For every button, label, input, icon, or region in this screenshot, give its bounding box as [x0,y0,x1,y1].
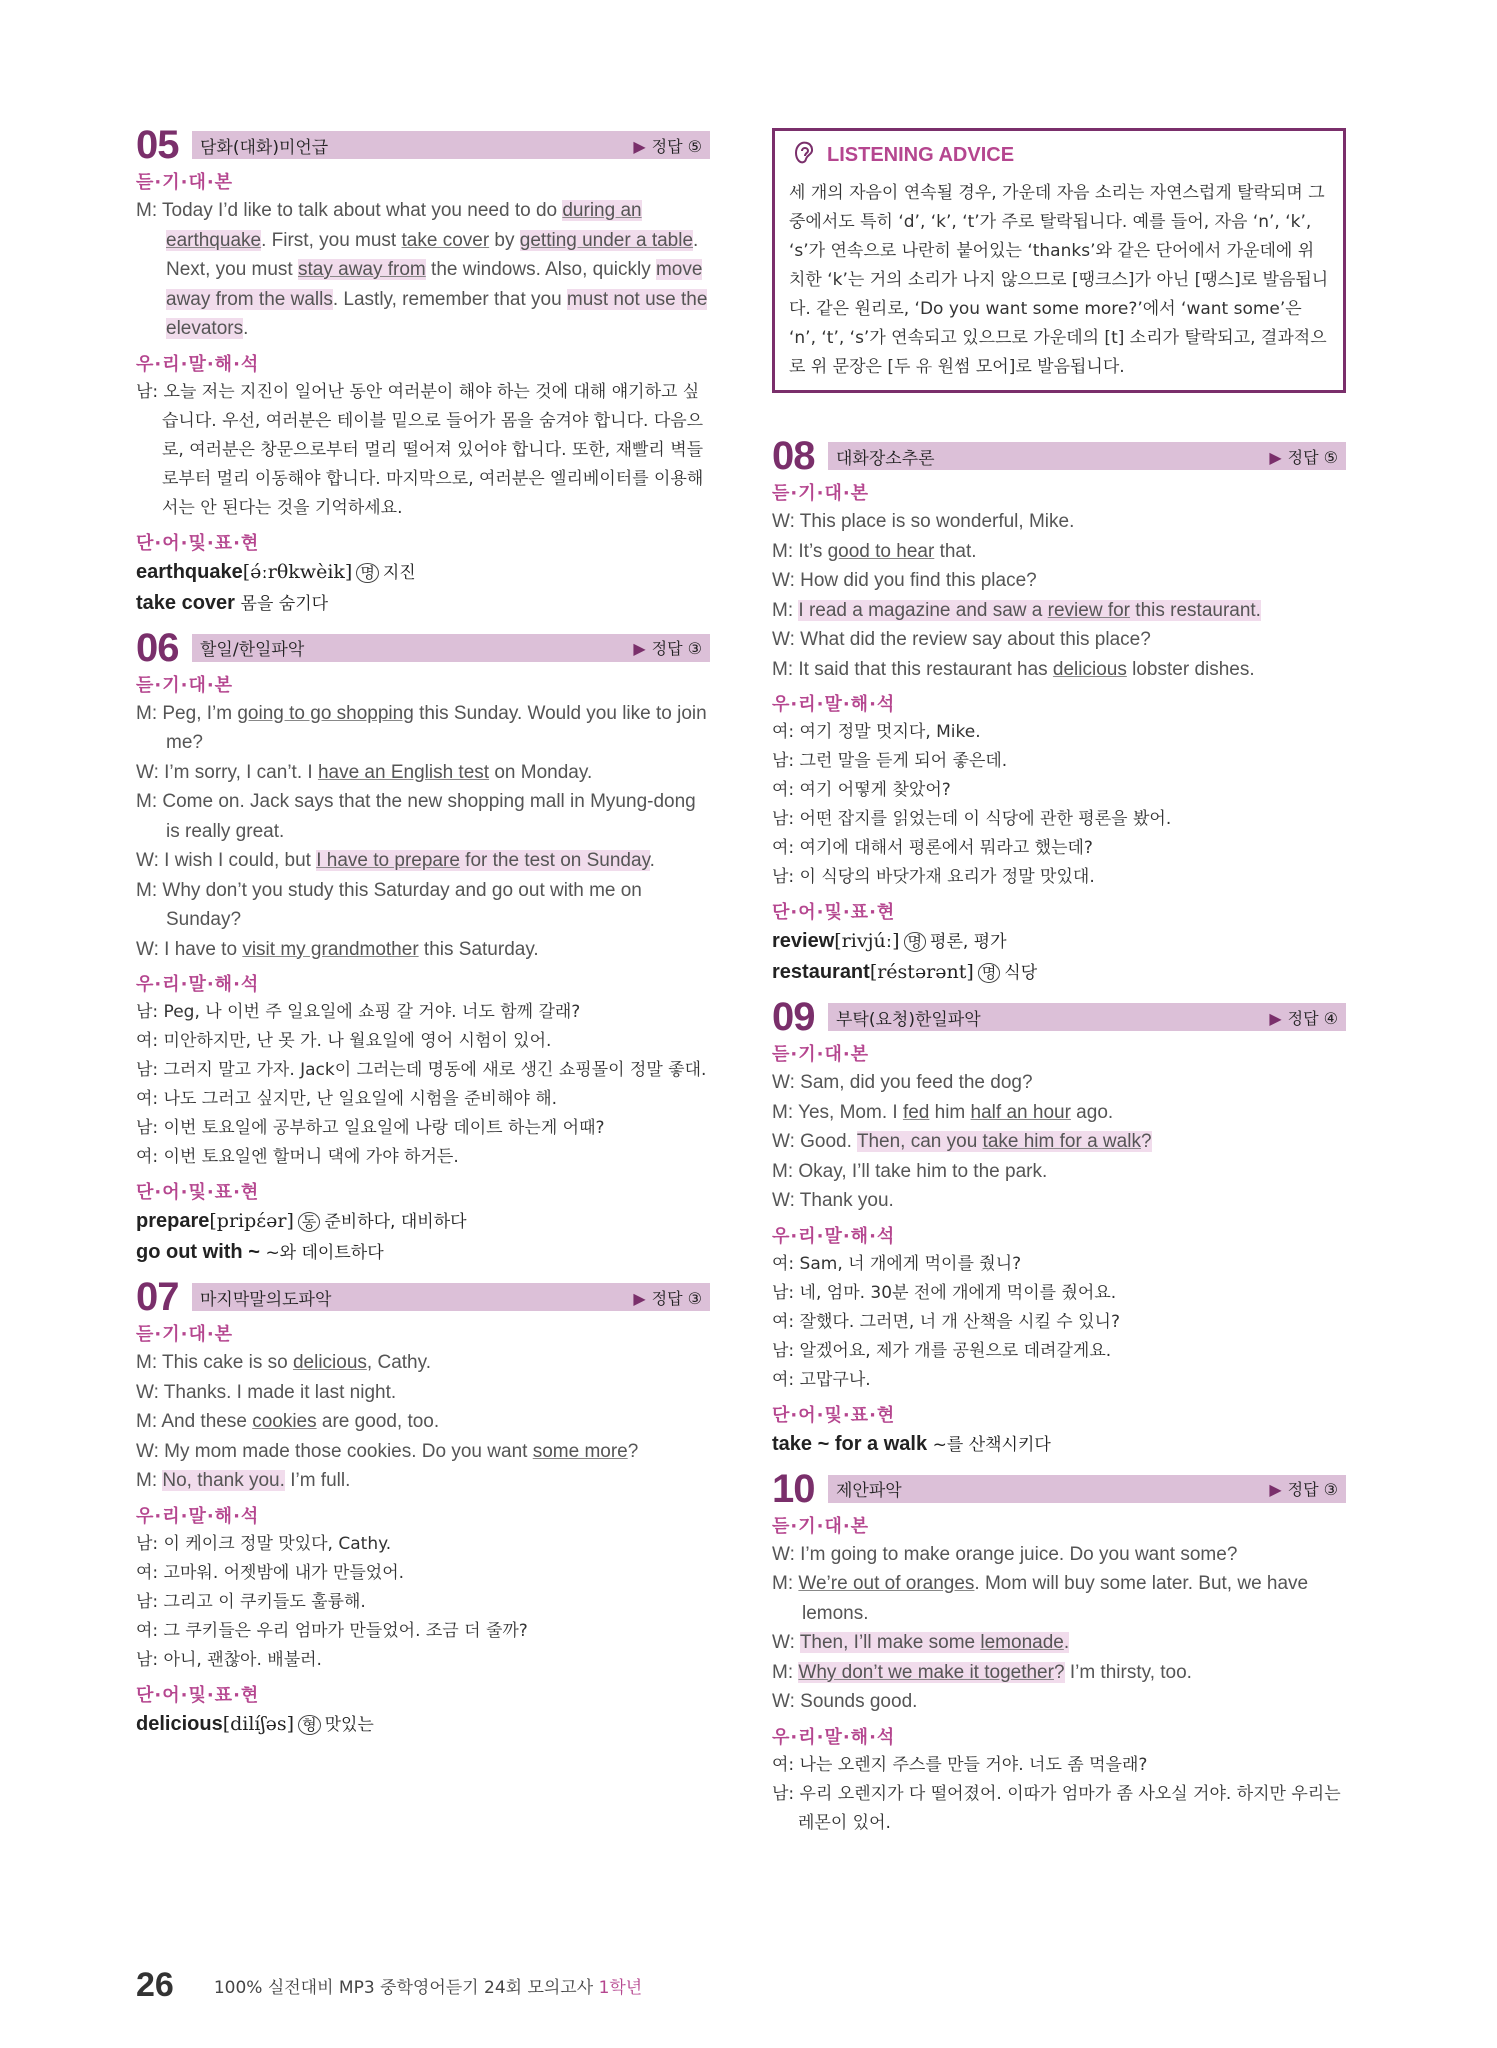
translation-line: 남: 그리고 이 쿠키들도 훌륭해. [136,1591,366,1612]
question-type-bar [828,442,1346,470]
translation-line: 남: 알겠어요, 제가 개를 공원으로 데려갈게요. [772,1340,1112,1361]
question-type: 대화장소추론 [836,448,935,469]
translation-line: 여: 여기에 대해서 평론에서 뭐라고 했는데? [772,838,1093,858]
script-heading: 듣·기·대·본 [772,1044,870,1065]
translation-line: 남: 그러지 말고 가자. Jack이 그러는데 명동에 새로 생긴 쇼핑몰이 정말 좋대. [136,1060,707,1080]
script-line: M: Today I’d like to talk about what you need to do during an earthquake. First, you must take cover by getting under a table. Next, you must stay away from the windows. Also, quickly move away from the walls. Lastly, remember that you must not use the elevators. [136,200,708,339]
question-type-bar [192,634,710,662]
script-heading: 듣·기·대·본 [136,172,234,193]
triangle-icon: ▶ [633,1288,646,1308]
script-line: W: My mom made those cookies. Do you want some more? [136,1440,639,1462]
triangle-icon: ▶ [1269,447,1282,467]
script-line: M: Come on. Jack says that the new shopping mall in Myung-dong is really great. [136,791,696,842]
answer-label: ▶ 정답 ④ [1269,1008,1338,1028]
question-type-bar [192,131,710,159]
script-line: W: Thanks. I made it last night. [136,1381,397,1403]
question-05 [136,123,710,619]
translation-line: 여: 고마워. 어젯밤에 내가 만들었어. [136,1562,405,1583]
translation-line: 남: 그런 말을 듣게 되어 좋은데. [772,751,1008,771]
translation-heading: 우·리·말·해·석 [772,694,896,715]
vocab-heading: 단·어·및·표·현 [136,1684,260,1706]
translation-heading: 우·리·말·해·석 [772,1726,896,1748]
script-line: W: I’m sorry, I can’t. I have an English test on Monday. [136,761,593,783]
question-type-bar [828,1475,1346,1503]
translation-line: 여: 그 쿠키들은 우리 엄마가 만들었어. 조금 더 줄까? [136,1620,528,1641]
question-08 [772,434,1346,988]
translation-line: 남: 이 케이크 정말 맛있다, Cathy. [136,1533,392,1554]
book-title: 100% 실전대비 MP3 중학영어듣기 24회 모의고사 1학년 [213,1978,643,1998]
question-type: 마지막말의도파악 [200,1289,332,1310]
vocab-heading: 단·어·및·표·현 [772,1404,896,1426]
question-type: 할일/한일파악 [200,640,305,660]
translation-line: 남: 이번 토요일에 공부하고 일요일에 나랑 데이트 하는게 어때? [136,1118,605,1138]
script-line: W: Sounds good. [772,1691,918,1712]
question-type-bar [828,1003,1346,1031]
vocab-item: take cover 몸을 숨기다 [136,591,329,614]
translation-line: 남: Peg, 나 이번 주 일요일에 쇼핑 갈 거야. 너도 함께 갈래? [136,1002,581,1022]
vocab-item: delicious[dilíʃəs] 형 맛있는 [136,1712,374,1735]
question-header [136,625,710,670]
page-footer [136,1966,642,2005]
answer-label: ▶ 정답 ③ [633,1288,702,1308]
question-number: 05 [136,123,179,167]
script-line: W: This place is so wonderful, Mike. [772,511,1075,532]
script-line: W: Good. Then, can you take him for a walk? [772,1131,1152,1152]
script-line: M: And these cookies are good, too. [136,1411,440,1432]
script-line: W: I have to visit my grandmother this Saturday. [136,938,539,960]
translation-line: 남: 네, 엄마. 30분 전에 개에게 먹이를 줬어요. [772,1282,1117,1303]
script-line: M: Peg, I’m going to go shopping this Sunday. Would you like to join me? [136,702,707,753]
question-number: 07 [136,1275,179,1319]
script-line: M: Okay, I’ll take him to the park. [772,1160,1048,1182]
advice-title: LISTENING ADVICE [789,137,1329,173]
script-line: M: It said that this restaurant has delicious lobster dishes. [772,658,1255,680]
translation-line: 여: 여기 정말 멋지다, Mike. [772,722,981,742]
right-column [772,128,1346,1850]
script-line: W: What did the review say about this place? [772,629,1151,650]
triangle-icon: ▶ [1269,1008,1282,1028]
vocab-heading: 단·어·및·표·현 [136,1182,260,1203]
translation-line: 남: 아니, 괜찮아. 배불러. [136,1649,322,1670]
vocab-heading: 단·어·및·표·현 [772,902,896,923]
question-type: 제안파악 [836,1481,902,1501]
question-number: 06 [136,625,179,670]
script-line: M: We’re out of oranges. Mom will buy some later. But, we have lemons. [772,1573,1309,1624]
vocab-item: review[rivjúː] 명 평론, 평가 [772,930,1007,952]
answer-label: ▶ 정답 ⑤ [1269,447,1338,467]
triangle-icon: ▶ [633,136,646,156]
question-type: 담화(대화)미언급 [200,137,329,158]
question-06 [136,625,710,1269]
script-heading: 듣·기·대·본 [136,1324,234,1345]
question-header [136,1275,710,1319]
vocab-item: go out with ~ ~와 데이트하다 [136,1241,384,1263]
translation-heading: 우·리·말·해·석 [136,353,260,375]
script-heading: 듣·기·대·본 [772,1515,870,1537]
script-heading: 듣·기·대·본 [772,483,870,504]
translation-line: 여: 여기 어떻게 찾았어? [772,780,951,800]
translation-line: 남: 이 식당의 바닷가재 요리가 정말 맛있대. [772,867,1095,887]
translation-line: 여: Sam, 너 개에게 먹이를 줬니? [772,1253,1022,1274]
vocab-item: restaurant[réstərənt] 명 식당 [772,961,1038,983]
script-line: W: Then, I’ll make some lemonade. [772,1632,1070,1653]
listening-advice-box [772,128,1346,393]
question-09 [772,995,1346,1460]
translation-line: 남: 어떤 잡지를 읽었는데 이 식당에 관한 평론을 봤어. [772,809,1172,829]
translation-line: 여: 나도 그러고 싶지만, 난 일요일에 시험을 준비해야 해. [136,1089,558,1109]
script-line: W: How did you find this place? [772,570,1037,591]
translation-line: 남: 오늘 저는 지진이 일어난 동안 여러분이 해야 하는 것에 대해 얘기하고 싶습니다. 우선, 여러분은 테이블 밑으로 들어가 몸을 숨겨야 합니다. 다음으로, 여러분은 창문으로부터 멀리 떨어져 있어야 합니다. 또한, 재빨리 벽들로부터 멀리 이동해야 합니다. 마지막으로, 여러분은 엘리베이터를 이용해서는 안 된다는 것을 기억하세요. [136,381,704,518]
script-line: W: Thank you. [772,1190,894,1211]
question-header [772,434,1346,478]
vocab-item: take ~ for a walk ~를 산책시키다 [772,1432,1051,1455]
script-line: M: It’s good to hear that. [772,540,977,562]
translation-line: 여: 미안하지만, 난 못 가. 나 월요일에 영어 시험이 있어. [136,1031,552,1051]
advice-body: 세 개의 자음이 연속될 경우, 가운데 자음 소리는 자연스럽게 탈락되며 그 중에서도 특히 ‘d’, ‘k’, ‘t’가 주로 탈락됩니다. 예를 들어, 자음 ‘n’, ‘k’, ‘s’가 연속으로 나란히 붙어있는 ‘thanks’와 같은 단어에서 가운데에 위치한 ‘k’는 거의 소리가 나지 않으므로 [땡크스]가 아닌 [땡스]로 발음됩니다. 같은 원리로, ‘Do you want some more?’에서 ‘want some’은 ‘n’, ‘t’, ‘s’가 연속되고 있으므로 가운데의 [t] 소리가 탈락되고, 결과적으로 위 문장은 [두 유 원썸 모어]로 발음됩니다. [789,183,1329,377]
translation-line: 여: 이번 토요일엔 할머니 댁에 가야 하거든. [136,1147,459,1167]
script-line: W: I’m going to make orange juice. Do you want some? [772,1543,1238,1565]
question-header [772,1466,1346,1511]
question-number: 09 [772,995,815,1039]
question-10 [772,1466,1346,1838]
question-07 [136,1275,710,1740]
triangle-icon: ▶ [633,639,646,658]
ear-icon [789,137,819,173]
vocab-item: earthquake[ə́ːrθkwèik] 명 지진 [136,560,416,583]
translation-line: 여: 나는 오렌지 주스를 만들 거야. 너도 좀 먹을래? [772,1754,1148,1775]
script-line: M: Why don’t you study this Saturday and go out with me on Sunday? [136,879,642,930]
translation-line: 남: 우리 오렌지가 다 떨어졌어. 이따가 엄마가 좀 사오실 거야. 하지만 우리는 레몬이 있어. [772,1783,1341,1833]
translation-heading: 우·리·말·해·석 [136,1505,260,1527]
script-line: M: Yes, Mom. I fed him half an hour ago. [772,1101,1114,1123]
triangle-icon: ▶ [1269,1480,1282,1499]
script-line: W: Sam, did you feed the dog? [772,1072,1033,1093]
answer-label: ▶ 정답 ⑤ [633,136,702,156]
script-line: W: I wish I could, but I have to prepare for the test on Sunday. [136,850,655,871]
question-type: 부탁(요청)한일파악 [836,1009,981,1030]
translation-heading: 우·리·말·해·석 [136,974,260,995]
answer-label: ▶ 정답 ③ [1269,1480,1338,1499]
script-heading: 듣·기·대·본 [136,674,234,696]
translation-heading: 우·리·말·해·석 [772,1225,896,1247]
script-line: M: Why don’t we make it together? I’m thirsty, too. [772,1661,1192,1683]
left-column [136,123,710,1752]
answer-label: ▶ 정답 ③ [633,639,702,658]
question-type-bar [192,1283,710,1311]
translation-line: 여: 잘했다. 그러면, 너 개 산책을 시킬 수 있니? [772,1311,1120,1332]
question-header [136,123,710,167]
script-line: M: No, thank you. I’m full. [136,1470,351,1491]
question-header [772,995,1346,1039]
vocab-item: prepare[pripέər] 동 준비하다, 대비하다 [136,1210,467,1232]
script-line: M: This cake is so delicious, Cathy. [136,1352,431,1373]
page-number: 26 [136,1966,174,2004]
question-number: 08 [772,434,815,478]
script-line: M: I read a magazine and saw a review for this restaurant. [772,599,1261,621]
vocab-heading: 단·어·및·표·현 [136,532,260,554]
translation-line: 여: 고맙구나. [772,1369,871,1390]
question-number: 10 [772,1466,815,1511]
